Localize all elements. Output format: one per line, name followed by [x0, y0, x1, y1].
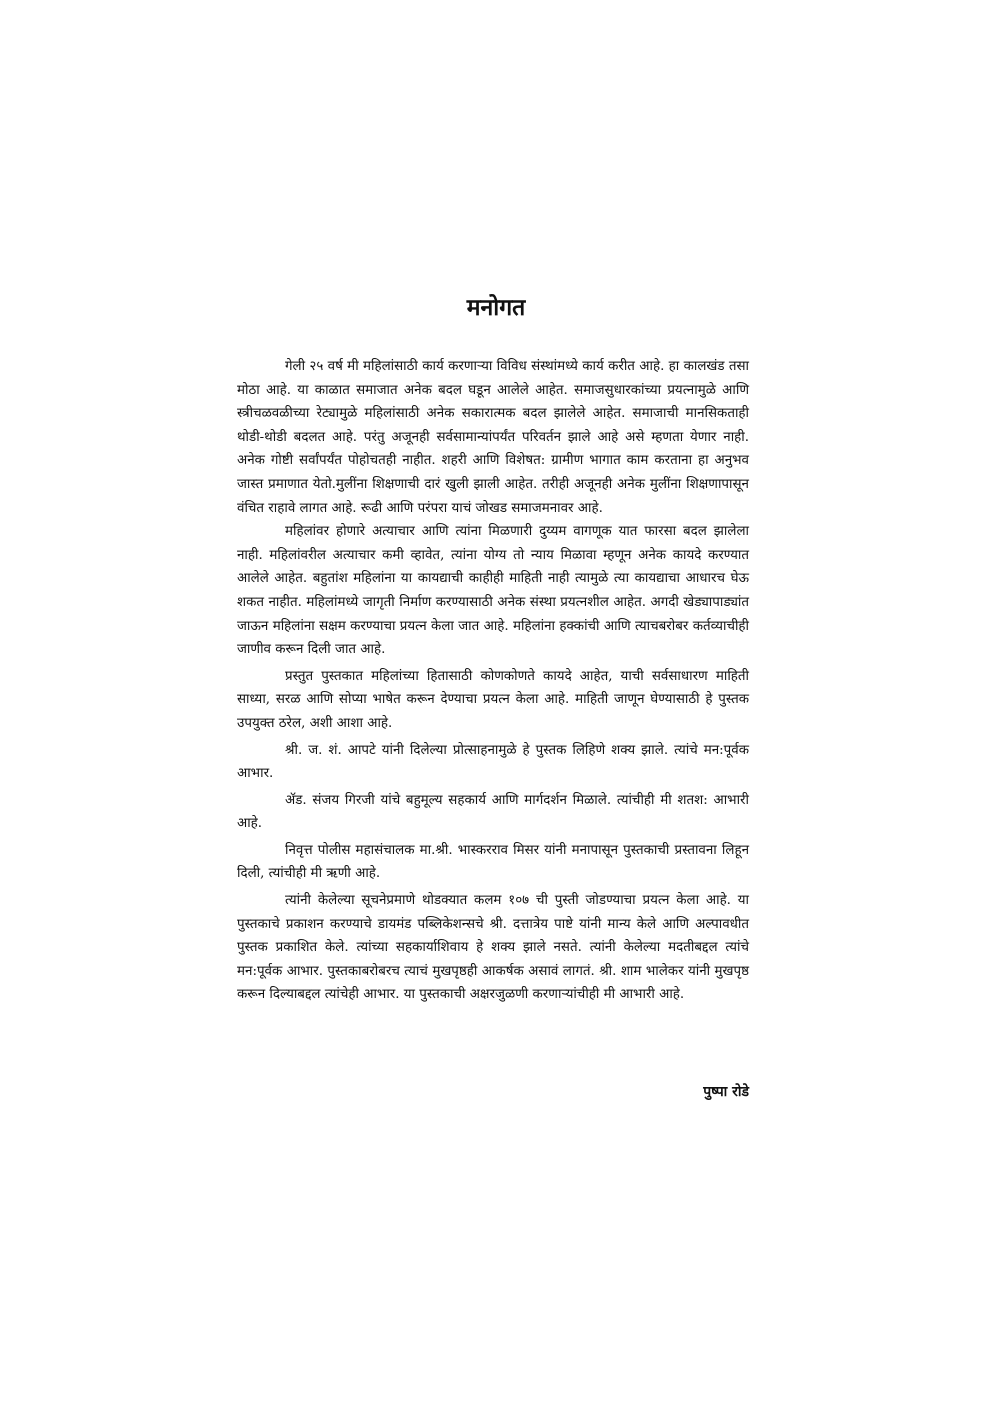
paragraph: महिलांवर होणारे अत्याचार आणि त्यांना मिळणारी दुय्यम वागणूक यात फारसा बदल झालेला नाही. महिलांवरील अत्याचार कमी व्हावेत, त्यांना योग्य तो न्याय मिळावा म्हणून अनेक कायदे करण्यात आलेले आहेत. बहुतांश महिलांना या कायद्याची काहीही माहिती नाही त्यामुळे त्या कायद्याचा आधारच घेऊ शकत नाहीत. महिलांमध्ये जागृती निर्माण करण्यासाठी अनेक संस्था प्रयत्नशील आहेत. अगदी खेड्यापाड्यांत जाऊन महिलांना सक्षम करण्याचा प्रयत्न केला जात आहे. महिलांना हक्कांची आणि त्याचबरोबर कर्तव्याचीही जाणीव करून दिली जात आहे. [237, 524, 749, 658]
preface-body [237, 355, 749, 1007]
paragraph: त्यांनी केलेल्या सूचनेप्रमाणे थोडक्यात कलम १०७ ची पुस्ती जोडण्याचा प्रयत्न केला आहे. या पुस्तकाचे प्रकाशन करण्याचे डायमंड पब्लिकेशन्सचे श्री. दत्तात्रेय पाष्टे यांनी मान्य केले आणि अल्पावधीत पुस्तक प्रकाशित केले. त्यांच्या सहकार्याशिवाय हे शक्य झाले नसते. त्यांनी केलेल्या मदतीबद्दल त्यांचे मन:पूर्वक आभार. पुस्तकाबरोबरच त्याचं मुखपृष्ठही आकर्षक असावं लागतं. श्री. शाम भालेकर यांनी मुखपृष्ठ करून दिल्याबद्दल त्यांचेही आभार. या पुस्तकाची अक्षरजुळणी करणाऱ्यांचीही मी आभारी आहे. [237, 893, 749, 1003]
paragraph: श्री. ज. शं. आपटे यांनी दिलेल्या प्रोत्साहनामुळे हे पुस्तक लिहिणे शक्य झाले. त्यांचे मन:पूर्वक आभार. [237, 742, 749, 782]
author-signature: पुष्पा रोडे [703, 1084, 749, 1100]
paragraph: प्रस्तुत पुस्तकात महिलांच्या हितासाठी कोणकोणते कायदे आहेत, याची सर्वसाधारण माहिती साध्या, सरळ आणि सोप्या भाषेत करून देण्याचा प्रयत्न केला आहे. माहिती जाणून घेण्यासाठी हे पुस्तक उपयुक्त ठरेल, अशी आशा आहे. [237, 668, 749, 731]
paragraph: गेली २५ वर्ष मी महिलांसाठी कार्य करणाऱ्या विविध संस्थांमध्ये कार्य करीत आहे. हा कालखंड तसा मोठा आहे. या काळात समाजात अनेक बदल घडून आलेले आहेत. समाजसुधारकांच्या प्रयत्नामुळे आणि स्त्रीचळवळीच्या रेट्यामुळे महिलांसाठी अनेक सकारात्मक बदल झालेले आहेत. समाजाची मानसिकताही थोडी-थोडी बदलत आहे. परंतु अजूनही सर्वसामान्यांपर्यंत परिवर्तन झाले आहे असे म्हणता येणार नाही. अनेक गोष्टी सर्वांपर्यंत पोहोचतही नाहीत. शहरी आणि विशेषत: ग्रामीण भागात काम करताना हा अनुभव जास्त प्रमाणात येतो.मुलींना शिक्षणाची दारं खुली झाली आहेत. तरीही अजूनही अनेक मुलींना शिक्षणापासून वंचित राहावे लागत आहे. रूढी आणि परंपरा याचं जोखड समाजमनावर आहे. [237, 359, 749, 516]
paragraph: ॲड. संजय गिरजी यांचे बहुमूल्य सहकार्य आणि मार्गदर्शन मिळाले. त्यांचीही मी शतश: आभारी आहे. [237, 792, 749, 832]
paragraph: निवृत्त पोलीस महासंचालक मा.श्री. भास्करराव मिसर यांनी मनापासून पुस्तकाची प्रस्तावना लिहून दिली, त्यांचीही मी ऋणी आहे. [237, 842, 749, 882]
page-title: मनोगत [466, 295, 526, 321]
